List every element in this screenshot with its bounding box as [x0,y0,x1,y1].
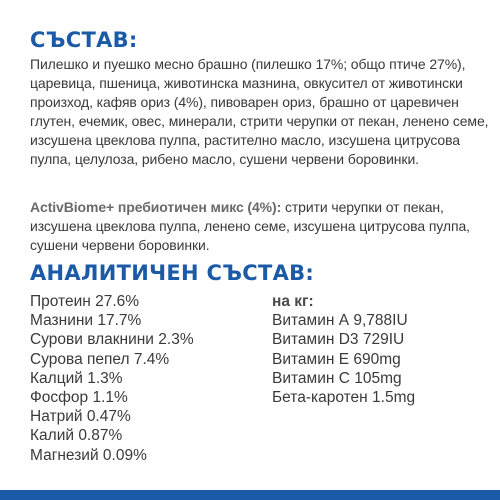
analytic-item-sodium: Натрий 0.47% [30,408,131,426]
prebiotic-text: стрити черупки от пекан, изсушена цвеклова пулпа, ленено семе, изсушена цитрусова пулпа, сушени червени боровинки. [30,199,470,253]
analytic-item-fat: Мазнини 17.7% [30,312,142,330]
analytic-item-calcium: Калций 1.3% [30,369,123,387]
vitamin-a-item: Витамин А 9,788IU [272,312,408,330]
analytic-item-fibre: Сурови влакнини 2.3% [30,331,194,349]
composition-heading: СЪСТАВ: [30,28,138,52]
prebiotic-paragraph [30,198,490,255]
bottom-accent-bar [0,490,500,500]
analytic-heading: АНАЛИТИЧЕН СЪСТАВ: [30,261,315,285]
prebiotic-label: ActivBiome+ пребиотичен микс (4%): [30,199,282,215]
analytic-item-potassium: Калий 0.87% [30,427,123,445]
vitamin-d3-item: Витамин D3 729IU [272,331,405,349]
analytic-item-ash: Сурова пепел 7.4% [30,350,170,368]
analytic-left-column [30,292,260,465]
per-kg-heading: на кг: [272,293,314,310]
beta-carotene-item: Бета-каротен 1.5mg [272,389,416,407]
analytic-item-protein: Протеин 27.6% [30,293,140,310]
analytic-item-phosphorus: Фосфор 1.1% [30,389,128,407]
analytic-item-magnesium: Магнезий 0.09% [30,446,147,464]
vitamin-e-item: Витамин Е 690mg [272,350,401,368]
analytic-right-column [272,292,492,407]
ingredients-text: Пилешко и пуешко месно брашно (пилешко 17%; общо птиче 27%), царевица, пшеница, животинска мазнина, овкусител от животински произход, кафяв ориз (4%), пивоварен ориз, брашно от царевичен глутен, ечемик, овес, минерали, стрити черупки от пекан, ленено семе, изсушена цвеклова пулпа, растително масло, изсушена цитрусова пулпа, целулоза, рибено масло, сушени червени боровинки. [30,56,489,167]
vitamin-c-item: Витамин С 105mg [272,369,402,387]
